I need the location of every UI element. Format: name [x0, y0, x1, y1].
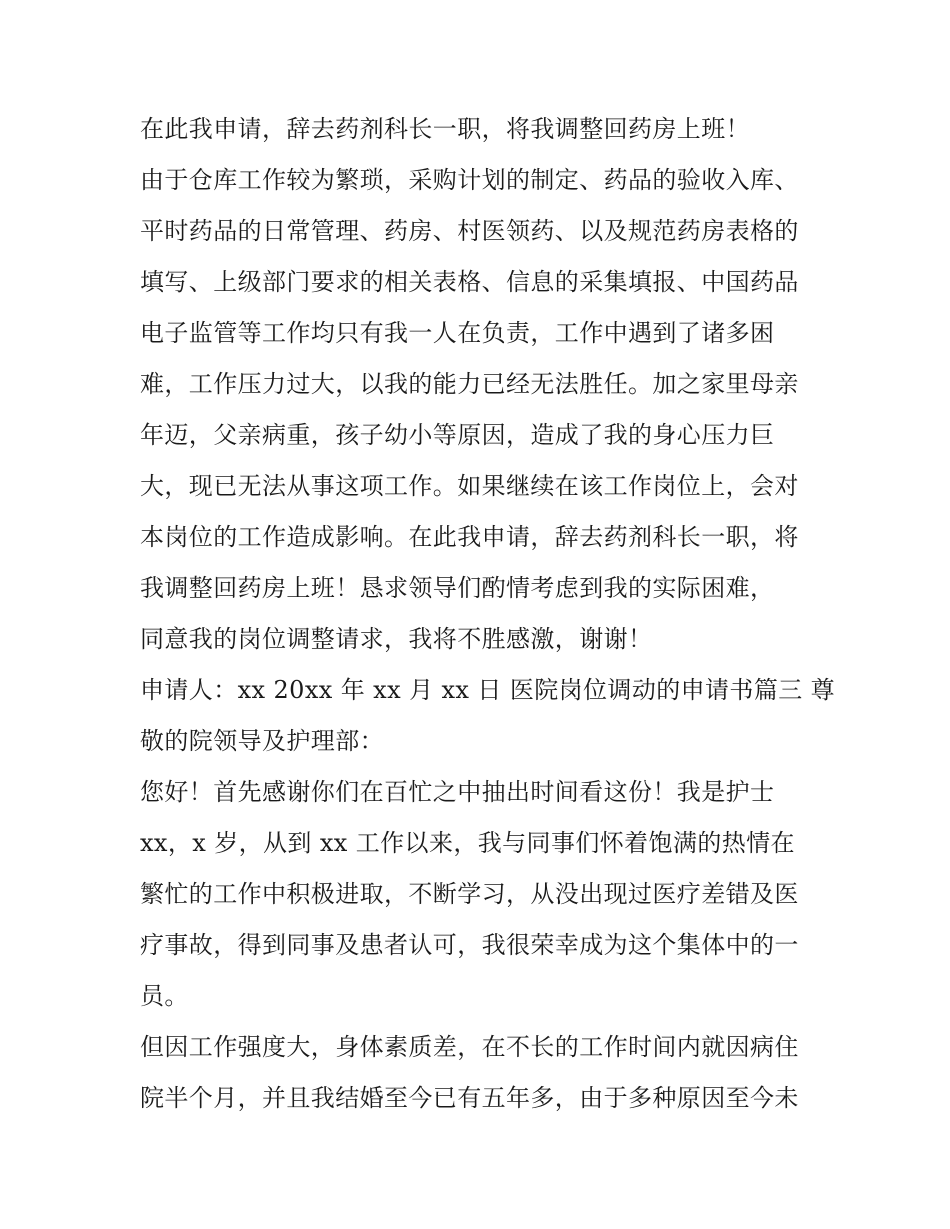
text-line: 繁忙的工作中积极进取，不断学习，从没出现过医疗差错及医: [140, 880, 799, 908]
text-line: 本岗位的工作造成影响。在此我申请，辞去药剂科长一职，将: [140, 523, 799, 551]
paragraph-greeting-intro: [140, 767, 820, 1022]
text-line: 员。: [140, 982, 189, 1010]
document-body: [140, 104, 836, 1124]
text-line: 敬的院领导及护理部：: [140, 727, 384, 755]
text-line: 疗事故，得到同事及患者认可，我很荣幸成为这个集体中的一: [140, 931, 799, 959]
paragraph-health-reasons: [140, 1022, 820, 1124]
text-line: 平时药品的日常管理、药房、村医领药、以及规范药房表格的: [140, 217, 799, 245]
text-line: 由于仓库工作较为繁琐，采购计划的制定、药品的验收入库、: [140, 166, 799, 194]
text-line: 申请人：xx 20xx 年 xx 月 xx 日 医院岗位调动的申请书篇三 尊: [140, 676, 836, 704]
text-line: 我调整回药房上班！恳求领导们酌情考虑到我的实际困难，: [140, 574, 775, 602]
text-line: xx，x 岁，从到 xx 工作以来，我与同事们怀着饱满的热情在: [140, 829, 795, 857]
paragraph-reasons: [140, 155, 820, 665]
text-line: 同意我的岗位调整请求，我将不胜感激，谢谢！: [140, 625, 653, 653]
paragraph-signature-and-salutation: [140, 665, 836, 767]
text-line: 但因工作强度大，身体素质差，在不长的工作时间内就因病住: [140, 1033, 799, 1061]
paragraph-resign-request: [140, 104, 820, 155]
text-line: 难，工作压力过大，以我的能力已经无法胜任。加之家里母亲: [140, 370, 799, 398]
text-line: 在此我申请，辞去药剂科长一职，将我调整回药房上班！: [140, 115, 750, 143]
text-line: 大，现已无法从事这项工作。如果继续在该工作岗位上，会对: [140, 472, 799, 500]
text-line: 年迈，父亲病重，孩子幼小等原因，造成了我的身心压力巨: [140, 421, 775, 449]
text-line: 电子监管等工作均只有我一人在负责，工作中遇到了诸多困: [140, 319, 775, 347]
text-line: 填写、上级部门要求的相关表格、信息的采集填报、中国药品: [140, 268, 799, 296]
text-line: 您好！首先感谢你们在百忙之中抽出时间看这份！我是护士: [140, 778, 775, 806]
text-line: 院半个月，并且我结婚至今已有五年多，由于多种原因至今未: [140, 1084, 799, 1112]
